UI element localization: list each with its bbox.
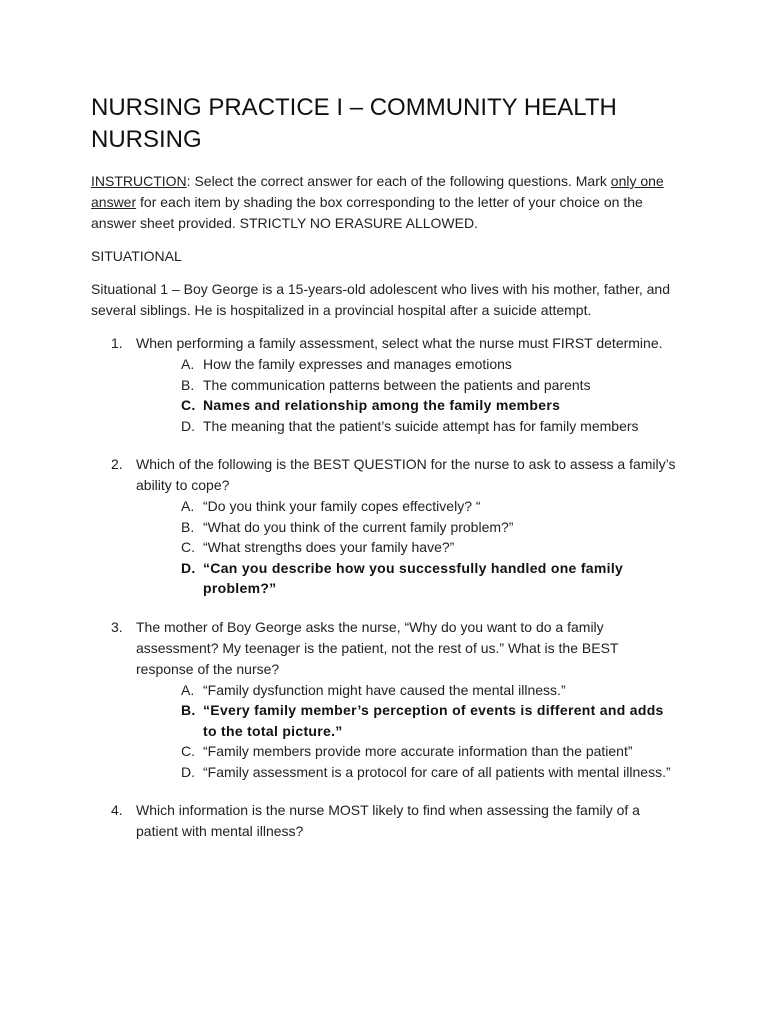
question-item (91, 454, 676, 599)
instruction-text-part1: : Select the correct answer for each of the following questions. Mark (186, 173, 611, 189)
question-text: Which information is the nurse MOST likely to find when assessing the family of a patient with mental illness? (136, 802, 640, 839)
choice-item-correct (181, 700, 676, 741)
choice-text: The communication patterns between the patients and parents (203, 376, 591, 393)
choice-text: “Family members provide more accurate information than the patient” (203, 743, 633, 759)
question-number: 2. (111, 456, 123, 472)
choice-letter: C. (181, 397, 196, 413)
choice-text: “Family dysfunction might have caused the mental illness.” (203, 681, 566, 698)
question-item (91, 800, 676, 842)
choice-text: Names and relationship among the family members (203, 397, 561, 413)
choice-letter: D. (181, 417, 195, 434)
question-text: Which of the following is the BEST QUESTION for the nurse to ask to assess a family’s ability to cope? (136, 456, 676, 493)
document-title: NURSING PRACTICE I – COMMUNITY HEALTH NURSING (91, 94, 617, 153)
choice-letter: D. (181, 559, 196, 576)
choice-item-correct (181, 395, 676, 416)
choice-item-correct (181, 558, 676, 599)
choice-text: “Every family member’s perception of events is different and adds to the total picture.” (203, 702, 664, 739)
choice-list (136, 496, 676, 599)
question-item (91, 333, 676, 436)
choice-letter: C. (181, 743, 195, 759)
instruction-emphasis: only one answer (91, 173, 664, 210)
choice-letter: A. (181, 498, 195, 514)
section-heading: SITUATIONAL (91, 248, 182, 264)
instruction-text-part2: for each item by shading the box corresponding to the letter of your choice on the answer sheet provided. STRICTLY NO ERASURE ALLOWED. (91, 194, 643, 231)
choice-item (181, 496, 676, 517)
choice-item (181, 517, 676, 538)
choice-text: “What do you think of the current family problem?” (203, 518, 514, 535)
choice-text: “What strengths does your family have?” (203, 539, 455, 555)
choice-list (136, 680, 676, 783)
choice-text: How the family expresses and manages emotions (203, 356, 512, 372)
choice-item (181, 354, 676, 375)
choice-letter: B. (181, 702, 196, 718)
question-text: When performing a family assessment, select what the nurse must FIRST determine. (136, 335, 663, 351)
question-number: 3. (111, 618, 123, 635)
choice-item (181, 416, 676, 437)
instruction-label: INSTRUCTION (91, 173, 187, 189)
choice-letter: A. (181, 681, 195, 698)
choice-item (181, 680, 676, 701)
instruction-paragraph (91, 171, 676, 234)
choice-letter: A. (181, 356, 195, 372)
choice-text: “Do you think your family copes effectively? “ (203, 498, 481, 514)
choice-letter: B. (181, 518, 195, 535)
choice-letter: C. (181, 539, 195, 555)
choice-text: “Family assessment is a protocol for care of all patients with mental illness.” (203, 763, 671, 780)
situation-paragraph: Situational 1 – Boy George is a 15-years-old adolescent who lives with his mother, father, and several siblings. He is hospitalized in a provincial hospital after a suicide attempt. (91, 281, 670, 318)
choice-text: “Can you describe how you successfully handled one family problem?” (203, 559, 624, 596)
choice-item (181, 537, 676, 558)
choice-letter: B. (181, 376, 195, 393)
choice-item (181, 762, 676, 783)
question-item (91, 617, 676, 783)
question-number: 4. (111, 802, 123, 818)
choice-text: The meaning that the patient’s suicide attempt has for family members (203, 417, 639, 434)
question-number: 1. (111, 335, 123, 351)
question-text: The mother of Boy George asks the nurse, “Why do you want to do a family assessment? My teenager is the patient, not the rest of us.” What is the BEST response of the nurse? (136, 618, 619, 677)
question-list (91, 333, 676, 842)
choice-item (181, 741, 676, 762)
choice-list (136, 354, 676, 436)
choice-letter: D. (181, 763, 195, 780)
choice-item (181, 375, 676, 396)
